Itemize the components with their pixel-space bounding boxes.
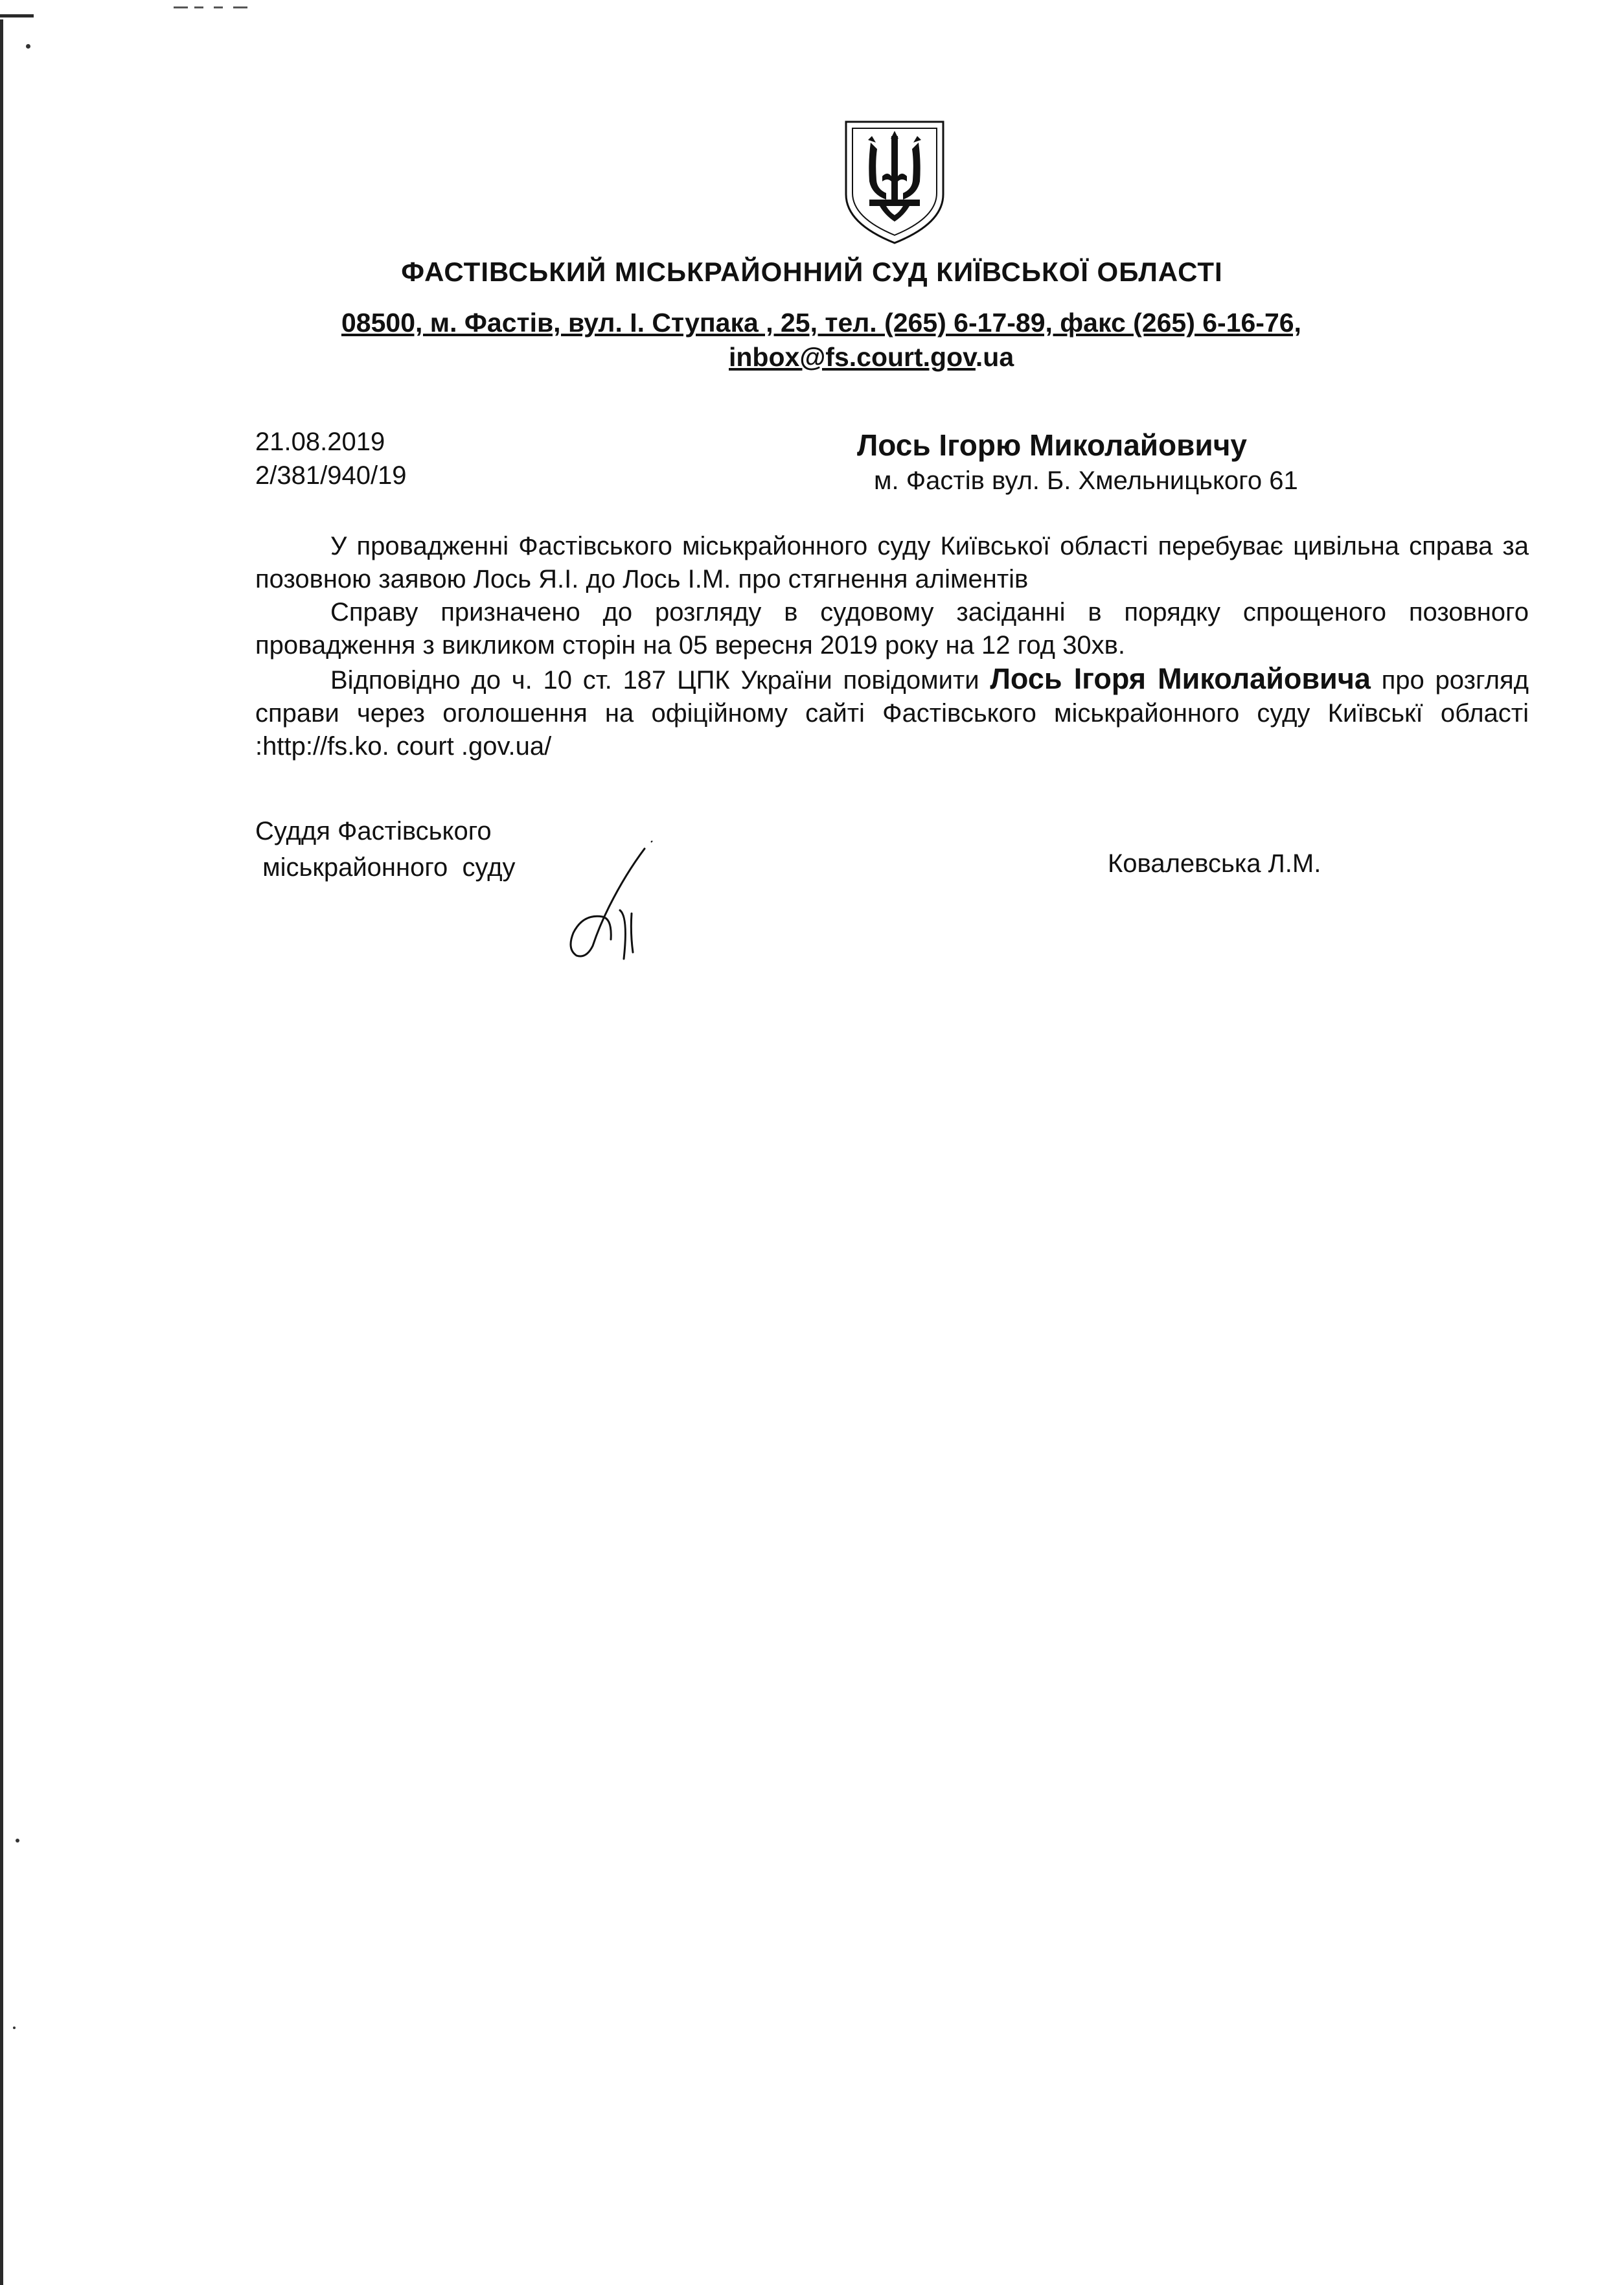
- body-paragraph-3-end: про розгляд справи через оголошення на офіційному сайті Фастівського міськрайонного суду Київськї області :http://fs.ko. court .gov.ua/: [255, 666, 1529, 761]
- scan-speck: [26, 44, 30, 49]
- body-paragraph-3-start: Відповідно до ч. 10 ст. 187 ЦПК України повідомити: [330, 666, 990, 695]
- court-email-link[interactable]: inbox@fs.court.gov: [729, 342, 976, 372]
- body-paragraph-1: У провадженні Фастівського міськрайонного суду Київської області перебуває цивільна справа за позовною заявою Лось Я.І. до Лось І.М. про стягнення аліментів: [255, 532, 1529, 593]
- scan-edge-left: [0, 19, 3, 2285]
- judge-title-line-2: міськрайонного суду: [255, 853, 516, 882]
- body-paragraph-3: [255, 662, 1529, 763]
- case-number: 2/381/940/19: [255, 461, 407, 490]
- scan-mark: [233, 6, 247, 8]
- scan-speck: [13, 2027, 16, 2029]
- scan-mark: [194, 6, 203, 8]
- recipient-name: Лось Ігорю Миколайовичу: [857, 428, 1247, 462]
- summoned-person-name: Лось Ігоря Миколайовича: [990, 662, 1371, 695]
- judge-title: [255, 813, 516, 886]
- court-email: [729, 342, 1014, 373]
- document-date: 21.08.2019: [255, 428, 385, 456]
- court-address: 08500, м. Фастів, вул. І. Ступака , 25, тел. (265) 6-17-89, факс (265) 6-16-76,: [341, 308, 1301, 338]
- scan-mark: [174, 6, 188, 8]
- recipient-address: м. Фастів вул. Б. Хмельницького 61: [874, 466, 1298, 495]
- handwritten-signature: [547, 836, 664, 965]
- scan-mark: [214, 6, 223, 8]
- scan-speck: [16, 1839, 19, 1843]
- court-name: ФАСТІВСЬКИЙ МІСЬКРАЙОННИЙ СУД КИЇВСЬКОЇ ОБЛАСТІ: [401, 257, 1223, 287]
- court-email-suffix: .ua: [975, 342, 1014, 372]
- trident-coat-of-arms-icon: [840, 117, 950, 246]
- notice-body: [255, 530, 1529, 763]
- judge-name: Ковалевська Л.М.: [1108, 849, 1321, 878]
- body-paragraph-2: Справу призначено до розгляду в судовому засіданні в порядку спрощеного позовного провадження з викликом сторін на 05 вересня 2019 року на 12 год 30хв.: [255, 598, 1529, 660]
- judge-title-line-1: Суддя Фастівського: [255, 817, 492, 845]
- scan-edge-top: [0, 14, 34, 17]
